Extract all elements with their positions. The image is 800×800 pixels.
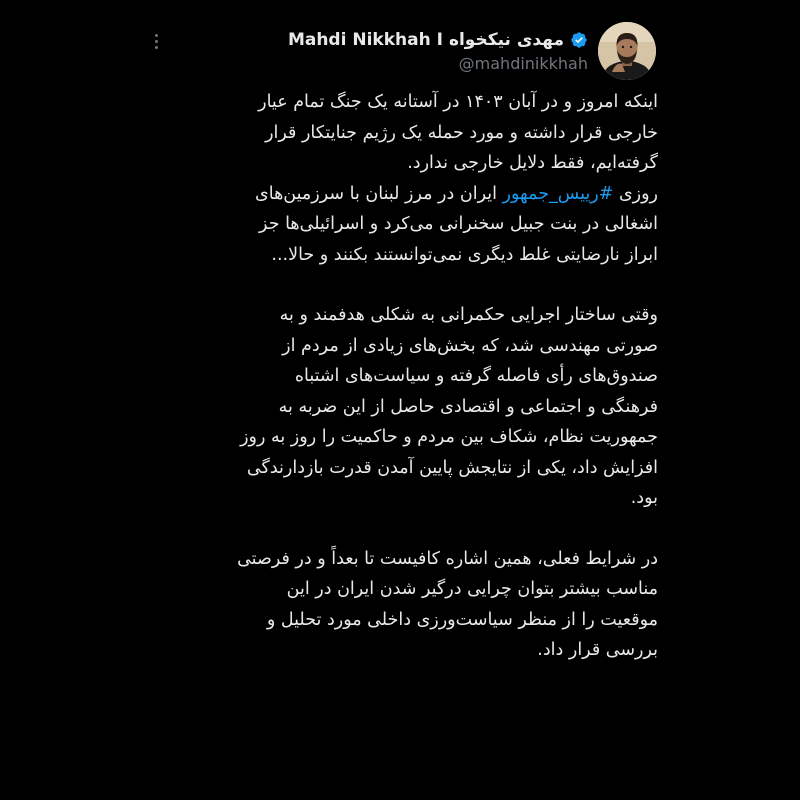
tweet-line: ابراز نارضایتی غلط دیگری نمی‌توانستند بکنند و حالا... (271, 244, 658, 265)
author-display-name-fa[interactable]: مهدی نیکخواه (448, 29, 564, 50)
tweet-line: خارجی قرار داشته و مورد حمله یک رژیم جنایتکار قرار (265, 122, 658, 143)
author-handle[interactable]: @mahdinikkhah (458, 53, 588, 73)
tweet-header (288, 22, 656, 80)
tweet-line: جمهوریت نظام، شکاف بین مردم و حاکمیت را روز به روز (240, 427, 658, 447)
tweet-line: صندوق‌های رأی فاصله گرفته و سیاست‌های اشتباه (294, 366, 658, 386)
author-identity (288, 30, 588, 73)
tweet-line: صورتی مهندسی شد، که بخش‌های زیادی از مردم از (282, 335, 658, 356)
tweet-text (148, 87, 658, 666)
profile-photo-icon (598, 22, 656, 80)
tweet-line: اشغالی در بنت جبیل سخنرانی می‌کرد و اسرائیلی‌ها جز (259, 214, 658, 234)
more-vertical-icon (155, 46, 158, 49)
tweet-line: بررسی قرار داد. (537, 640, 658, 660)
tweet-line: وقتی ساختار اجرایی حکمرانی به شکلی هدفمند و به (279, 305, 658, 325)
tweet-line (148, 179, 658, 210)
more-vertical-icon (155, 40, 158, 43)
tweet-text-fragment: ایران در مرز لبنان با سرزمین‌های (255, 183, 503, 204)
tweet-line: فرهنگی و اجتماعی و اقتصادی حاصل از این ضربه به (278, 396, 658, 417)
hashtag-link[interactable]: #رییس_جمهور (502, 183, 614, 204)
paragraph-gap (148, 270, 658, 300)
author-display-name-en[interactable]: Mahdi Nikkhah I (287, 29, 443, 50)
tweet-text-fragment: روزی (613, 183, 658, 204)
verified-badge-icon (570, 31, 588, 49)
tweet-line: گرفته‌ایم، فقط دلایل خارجی ندارد. (407, 153, 658, 173)
tweet-line: بود. (630, 488, 658, 508)
tweet-line: مناسب بیشتر بتوان چرایی درگیر شدن ایران در این (286, 579, 658, 599)
more-options-button[interactable] (146, 30, 166, 52)
author-name-row[interactable] (288, 30, 588, 50)
tweet-line: موقعیت را از منظر سیاست‌ورزی داخلی مورد تحلیل و (266, 609, 658, 630)
avatar[interactable] (598, 22, 656, 80)
tweet-line: در شرایط فعلی، همین اشاره کافیست تا بعداً و در فرصتی (237, 548, 658, 569)
more-vertical-icon (155, 34, 158, 37)
paragraph-gap (148, 514, 658, 544)
tweet-line: افزایش داد، یکی از نتایجش پایین آمدن قدرت بازدارندگی (246, 457, 658, 478)
tweet-line: اینکه امروز و در آبان ۱۴۰۳ در آستانه یک جنگ تمام عیار (258, 92, 658, 112)
